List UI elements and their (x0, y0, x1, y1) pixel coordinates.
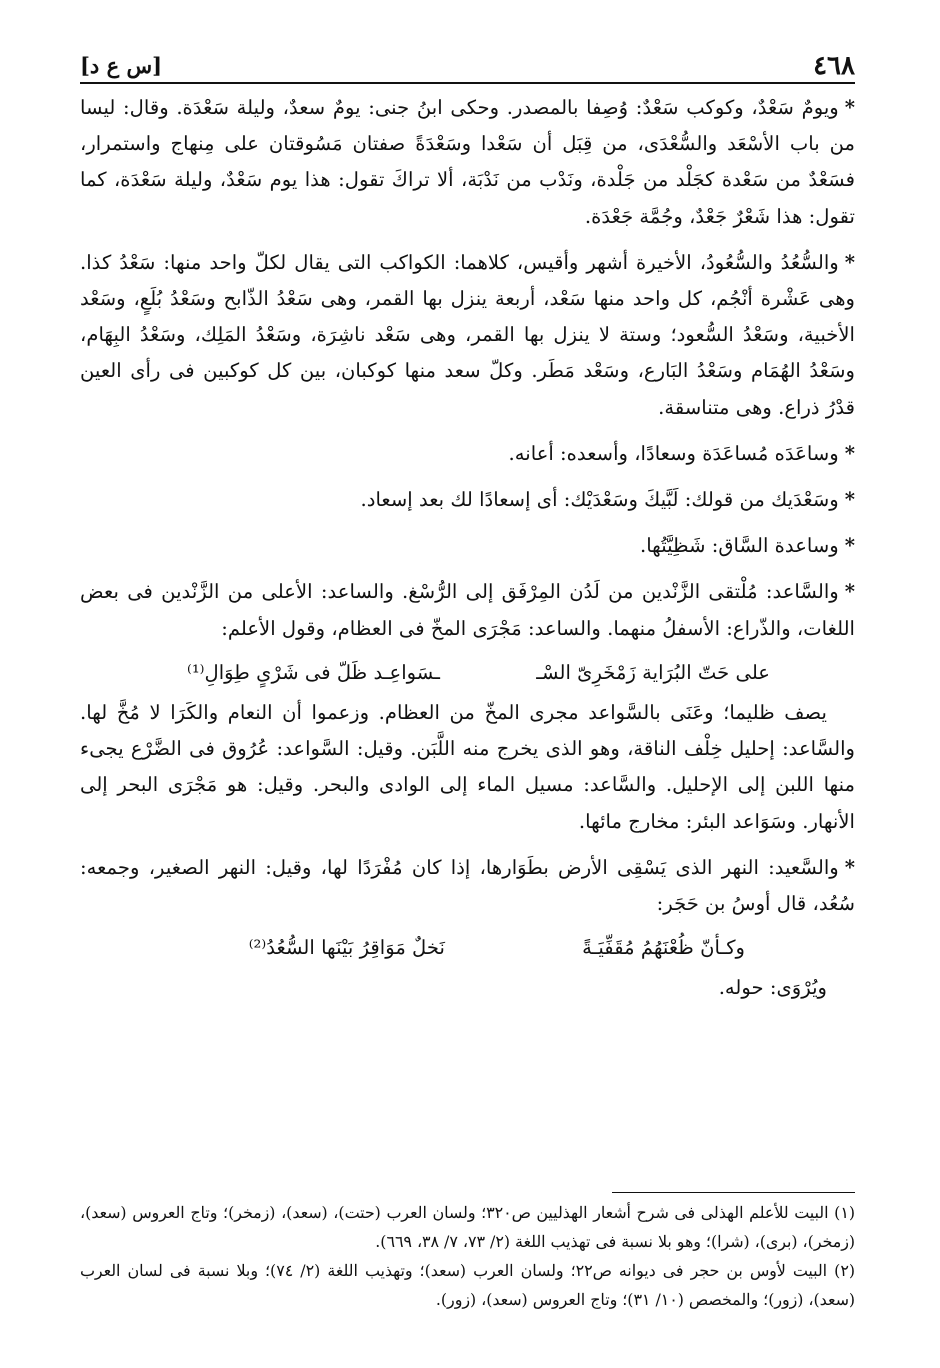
paragraph-text: وساعدة السَّاق: شَظِيَّتُها. (639, 534, 839, 558)
entry-paragraph (80, 850, 855, 922)
paragraph-text: وسَعْدَيك من قولك: لَبَّيكَ وسَعْدَيْك: أى إسعادًا لك بعد إسعاد. (360, 488, 839, 512)
footnotes (80, 1198, 855, 1338)
verse-second-hemistich: نَخلٌ مَوَاقِرُ بَيْنَها السُّعُدُ⁽²⁾ (248, 936, 445, 960)
entry-paragraph (80, 436, 855, 472)
main-text (80, 90, 855, 1170)
paragraph-text: والسَّعيد: النهر الذى يَسْقِى الأرض بطَوَارها، إذا كان مُفْرَدًا لها، وقيل: النهر الصغير، وجمعه: سُعُد، قال أوسُ بن حَجَر: (80, 855, 855, 916)
paragraph-text: وساعَدَه مُساعَدَة وسعادًا، وأسعده: أعانه. (508, 441, 839, 465)
entry-paragraph (80, 90, 855, 235)
bullet-marker: * (844, 488, 855, 512)
footnote: (٢) البيت لأوس بن حجر فى ديوانه ص٢٢؛ ولسان العرب (سعد)؛ وتهذيب اللغة (٢/ ٧٤)؛ وبلا نسبة فى لسان العرب (سعد)، (زور)؛ والمخصص (١٠/ ٣١)؛ وتاج العروس (سعد)، (زور). (80, 1261, 855, 1309)
entry-paragraph (80, 574, 855, 646)
bullet-marker: * (844, 534, 855, 558)
bullet-marker: * (844, 250, 855, 274)
verse-second-hemistich: ـسَواعِـد ظَلّ فى شَرْىٍ طِوَالِ⁽¹⁾ (187, 660, 440, 684)
paragraph-text: ويُرْوَى: حوله. (718, 976, 827, 1000)
verse-first-hemistich: على حَتّ البُرَاية زَمْخَرِىّ السْـ (536, 660, 770, 684)
verse-line (80, 655, 855, 691)
footnote-rule (612, 1192, 855, 1193)
verse-line (80, 930, 855, 966)
verse-first-hemistich: وكـأنّ ظُعْنَهُمُ مُقَفِّيَـةً (582, 936, 745, 960)
bullet-marker: * (844, 96, 855, 119)
bullet-marker: * (844, 855, 855, 879)
header-rule (80, 82, 855, 84)
entry-paragraph (80, 482, 855, 518)
page-header (80, 45, 855, 81)
section-key: [س ع د] (80, 53, 163, 78)
paragraph-text: والسَّاعد: مُلْتقى الزَّنْدين من لَدُن المِرْفَق إلى الرُّسْغ. والساعد: الأعلى من الزَّنْدين فى بعض اللغات، والذّراع: الأسفلُ منهما. والساعد: مَجْرَى المخّ فى العظام، وقول الأعلم: (80, 580, 855, 640)
bullet-marker: * (844, 441, 855, 465)
bullet-marker: * (844, 580, 855, 604)
paragraph-text: يصف ظليما؛ وعَنَى بالسَّواعد مجرى المخّ من العظام. وزعموا أن النعام والكَرَا لا مُخَّ لها. والسَّاعد: إحليل خِلْف الناقة، وهو الذى يخرج منه اللَّبَن. وقيل: السَّواعد: عُرُوق فى الضَّرْع يجىء منها اللبن إلى الإحليل. والسَّاعد: مسيل الماء إلى الوادى والبحر. وقيل: هو مَجْرَى البحر إلى الأنهار. وسَوَاعد البئر: مخارج مائها. (80, 701, 855, 833)
entry-paragraph (80, 528, 855, 564)
paragraph-text: ويومٌ سَعْدٌ، وكوكب سَعْدٌ: وُصِفا بالمصدر. وحكى ابنُ جنى: يومٌ سعدٌ، وليلة سَعْدَة. وقال: ليسا من باب الأسْعَد والسُّعْدَى، من قِبَل أن سَعْدا وسَعْدَةً صفتان مَسُوقتان على مِنهاج واستمرار، فسَعْدٌ من سَعْدة كجَلْد من جَلْدة، ونَدْب من نَدْبَة، ألا تراكَ تقول: هذا يوم سَعْدٌ، وليلة سَعْدَة، كما تقول: هذا شَعْرٌ جَعْدٌ، وجُمَّة جَعْدَة. (80, 96, 855, 228)
entry-paragraph (80, 245, 855, 426)
footnote: (١) البيت للأعلم الهذلى فى شرح أشعار الهذليين ص٣٢٠؛ ولسان العرب (حتت)، (سعد)، (زمخر)؛ وتاج العروس (سعد)، (زمخر)، (برى)، (شرا)؛ وهو بلا نسبة فى تهذيب اللغة (٢/ ٧٣، ٧/ ٣٨، ٦٦٩). (80, 1203, 855, 1251)
paragraph-text: والسُّعُدُ والسُّعُودُ، الأخيرة أشهر وأقيس، كلاهما: الكواكب التى يقال لكلّ واحد منها: سَعْدُ كذا. وهى عَشْرة أنْجُم، كل واحد منها سَعْد، أربعة ينزل بها القمر، وهى سَعْدُ الذّابح وسَعْدُ بُلَعٍ، وسَعْد الأخبية، وسَعْدُ السُّعود؛ وستة لا ينزل بها القمر، وهى سَعْد ناشِرَة، وسَعْدُ المَلِك، وسَعْدُ البِهَام، وسَعْدُ الهُمَام وسَعْدُ البَارع، وسَعْد مَطَر. وكلّ سعد منها كوكبان، بين كل كوكبين فى رأى العين قدْرُ ذراع. وهى متناسقة. (80, 250, 855, 419)
page-number: ٤٦٨ (813, 51, 855, 81)
